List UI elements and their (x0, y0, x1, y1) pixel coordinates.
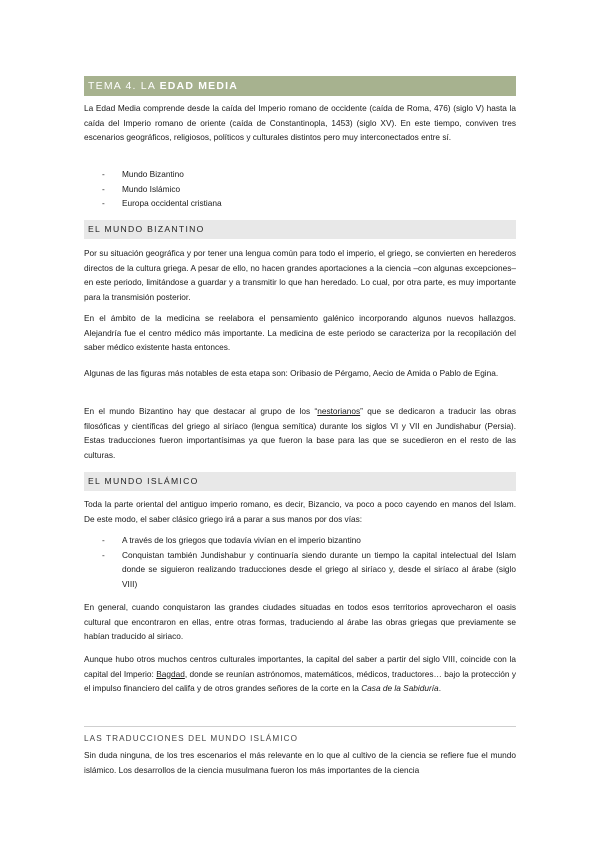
section-heading-islamico: EL MUNDO ISLÁMICO (84, 472, 516, 491)
islamico-paragraph-1: Toda la parte oriental del antiguo imperio romano, es decir, Bizancio, va poco a poco cayendo en manos del Islam. De este modo, el saber clásico griego irá a parar a sus manos por dos vías: (84, 499, 516, 524)
islamico-paragraph-2: En general, cuando conquistaron las grandes ciudades situadas en todos esos territorios aprovecharon el oasis cultural que encontraron en ellas, entre otras formas, traduciendo al árabe las obras griegas que previamente se habían traducido al siriaco. (84, 602, 516, 642)
list-item: - Europa occidental cristiana (102, 198, 222, 209)
bizantino-paragraph-4: En el mundo Bizantino hay que destacar al grupo de los “nestorianos” que se dedicaron a traducir las obras filosóficas y científicas del griego al siríaco (lengua semítica) durante los siglos VI y VII en Jundishabur (Persia). Estas traducciones fueron importantísimas ya que fueron la base para las que se sucedieron en el resto de las culturas. (84, 406, 517, 460)
bizantino-paragraph-2: En el ámbito de la medicina se reelabora el pensamiento galénico incorporando algunos nuevos hallazgos. Alejandría fue el centro médico más importante. La medicina de este periodo se caracteriza por la recopilación del saber médico existente hasta entonces. (84, 313, 516, 353)
subsection-heading-traducciones: LAS TRADUCCIONES DEL MUNDO ISLÁMICO (84, 734, 516, 743)
intro-paragraph: La Edad Media comprende desde la caída del Imperio romano de occidente (caída de Roma, 476) (siglo V) hasta la caída del Imperio romano de oriente (caída de Constantinopla, 1453) (siglo XV). En este tiempo, conviven tres escenarios geográficos, religiosos, políticos y culturales distintos pero muy interconectados entre sí. (84, 103, 516, 143)
vias-list (84, 533, 516, 591)
nestorianos-term: nestorianos (317, 406, 361, 416)
section-heading-bizantino: EL MUNDO BIZANTINO (84, 220, 516, 239)
bagdad-term: Bagdad (156, 668, 185, 679)
section-divider (84, 726, 516, 727)
list-item: - Mundo Islámico (102, 183, 181, 194)
list-item: - Conquistan también Jundishabur y continuaría siendo durante un tiempo la capital intelectual del Islam donde se siguieron realizando traducciones desde el griego al siríaco y, desde el siríaco al árabe (siglo VIII) (102, 549, 516, 589)
chapter-title-banner (84, 76, 516, 96)
chapter-title-prefix: TEMA 4. LA (88, 80, 160, 92)
list-item: - A través de los griegos que todavía vivían en el imperio bizantino (102, 535, 361, 545)
traducciones-paragraph-1: Sin duda ninguna, de los tres escenarios el más relevante en lo que al cultivo de la ciencia se refiere fue el mundo islámico. Los desarrollos de la ciencia musulmana fueron los más importantes de la ciencia (84, 750, 516, 775)
islamico-paragraph-3: Aunque hubo otros muchos centros culturales importantes, la capital del saber a partir del siglo VIII, coincide con la capital del Imperio: Bagdad, donde se reunían astrónomos, matemáticos, médicos, traductores… bajo la protección y el impulso financiero del califa y de otros grandes señores de la corte en la Casa de la Sabiduría. (84, 654, 516, 694)
chapter-title-bold: EDAD MEDIA (159, 80, 239, 92)
casa-sabiduria-term: Casa de la Sabiduría (361, 683, 439, 694)
list-item: - Mundo Bizantino (102, 169, 184, 179)
bizantino-paragraph-1: Por su situación geográfica y por tener una lengua común para todo el imperio, el griego, se convierten en herederos directos de la cultura griega. A pesar de ello, no hacen grandes aportaciones a la ciencia –con algunas excepciones– en este periodo, limitándose a guardar y a transmitir lo que han heredado. Lo cual, por otra parte, es muy importante para la transmisión posterior. (84, 248, 516, 302)
scenario-list (84, 167, 516, 211)
bizantino-paragraph-3: Algunas de las figuras más notables de esta etapa son: Oribasio de Pérgamo, Aecio de Amida o Pablo de Egina. (84, 368, 499, 378)
